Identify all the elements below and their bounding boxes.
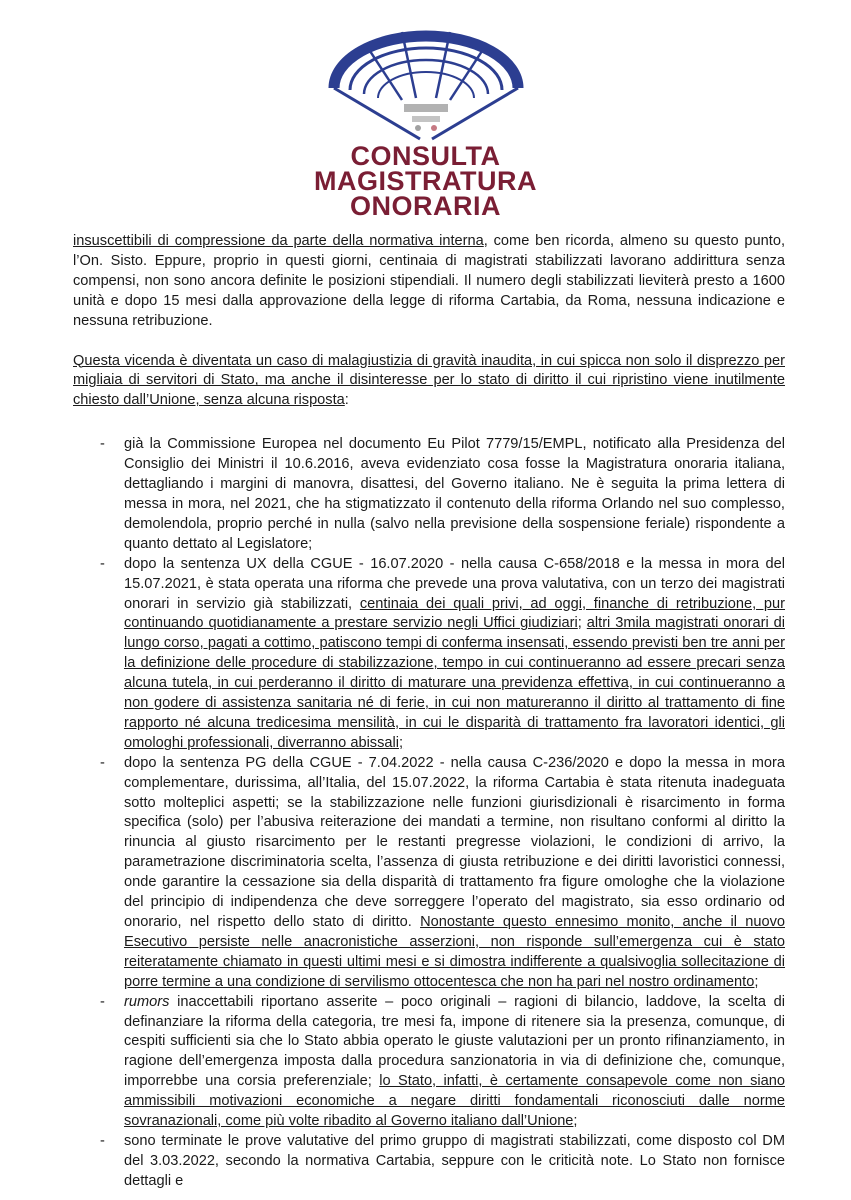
paragraph-2-text: : (344, 392, 349, 409)
paragraph-1-underlined: insuscettibili di compressione da parte della normativa interna (73, 233, 484, 249)
list-item-underlined: Nonostante questo ennesimo monito, anche il nuovo Esecutivo persiste nelle anacronistiche asserzioni, non risponde sull’emergenza cui è stato reiteratamente chiamato in questi ultimi mesi e si dimostra indifferente a qualsivoglia sollecitazione di porre termine a una condizione di servilismo ottocentesca che non ha pari nel nostro ordinamento; (124, 914, 785, 990)
list-item-underlined: lo Stato, infatti, è certamente consapevole come non siano ammissibili motivazioni economiche a negare diritti fondamentali riconosciuti dalle norme sovranazionali, come più volte ribadito al Governo italiano dall’Unione (124, 1073, 785, 1130)
paragraph-2 (73, 352, 785, 412)
list-item (73, 993, 785, 1132)
list-item-text: inaccettabili riportano asserite – poco originali – ragioni di bilancio, laddove, la scelta di definanziare la riforma della categoria, tre mesi fa, impone di ritenere sia la presenza, comunque, di cespiti sufficienti sia che lo Stato abbia operato le giuste valutazioni per un pronto rifinanziamento, in ragione dell’emergenza imposta dalla procedura sanzionatoria in via di definizione che, comunque, imporrebbe una corsia preferenziale; (124, 993, 785, 1090)
list-item (73, 555, 785, 754)
list-item-text: ; (573, 1113, 578, 1130)
list-item-underlined: centinaia dei quali privi, ad oggi, finanche di retribuzione, pur continuando quotidianamente a prestare servizio negli Uffici giudiziari (124, 595, 786, 632)
list-item-text: dopo la sentenza PG della CGUE - 7.04.2022 - nella causa C-236/2020 e dopo la messa in mora complementare, durissima, all’Italia, del 15.07.2022, la riforma Cartabia è stata ritenuta inadeguata sotto molteplici aspetti; se la stabilizzazione nelle funzioni giurisdizionali è risarcimento in forma specifica (solo) per l’abusiva reiterazione dei mandati a termine, non risultano conformi al diritto la rinuncia al giusto risarcimento per le restanti pregresse violazioni, le condizioni di arrivo, la parametrazione discriminatoria scelta, l’assenza di giusta retribuzione e dei diritti lavoristici connessi, onde garantire la cessazione sia della disparità di trattamento fra figure omologhe che la violazione del principio di indipendenza che deve sorreggere l’operato del magistrato, sia esso ordinario od onorario, nel rispetto dello stato di diritto. (124, 754, 785, 930)
dash-bullet: - (100, 436, 105, 453)
dash-bullet: - (100, 555, 105, 572)
logo (0, 0, 851, 225)
list-item-italic: rumors (124, 993, 170, 1010)
list-item-underlined: altri 3mila magistrati onorari di lungo corso, pagati a cottimo, patiscono tempi di conferma insensati, essendo previsti ben tre anni per la definizione delle procedure di stabilizzazione, tempo in cui continueranno ad essere precari senza alcuna tutela, in cui perderanno il diritto di maturare una previdenza effettiva, in cui continueranno a non godere di assistenza sanitaria né di ferie, in cui non matureranno il diritto al trattamento di fine rapporto né alcuna tredicesima mensilità, in cui le disparità di trattamento fra lavoratori identici, gli omologhi professionali, diverranno abissali; (124, 615, 785, 751)
logo-line-2: MAGISTRATURA (314, 166, 537, 196)
dash-bullet: - (100, 993, 105, 1010)
dash-bullet: - (100, 754, 105, 771)
paragraph-1-text: , come ben ricorda, almeno su questo punto, l’On. Sisto. Eppure, proprio in questi giorni, centinaia di magistrati stabilizzati lavorano addirittura senza compensi, non sono ancora definite le posizioni stipendiali. Il numero degli stabilizzati lieviterà presto a 1600 unità e dopo 15 mesi dalla approvazione della legge di riforma Cartabia, da Roma, nessuna indicazione e nessuna retribuzione. (73, 233, 785, 329)
list-item (73, 435, 785, 554)
list-item-text: già la Commissione Europea nel documento Eu Pilot 7779/15/EMPL, notificato alla Presidenza del Consiglio dei Ministri il 10.6.2016, aveva evidenziato cosa fosse la Magistratura onoraria italiana, dettagliando i margini di manovra, disattesi, del Governo italiano. Ne è seguita la prima lettera di messa in mora, nel 2021, che ha stigmatizzato il contenuto della riforma Orlando nel suo complesso, demolendola, proprio perché in nulla (salvo nella previsione della sospensione feriale) rispondente a quanto dettato al Legislatore; (124, 436, 785, 552)
logo-line-3: ONORARIA (350, 191, 501, 221)
list-item-text: sono terminate le prove valutative del primo gruppo di magistrati stabilizzati, come disposto col DM del 3.03.2022, secondo la normativa Cartabia, seppure con le criticità note. Lo Stato non fornisce dettagli e (124, 1132, 785, 1189)
paragraph-2-underlined: Questa vicenda è diventata un caso di malagiustizia di gravità inaudita, in cui spicca non solo il disprezzo per migliaia di servitori di Stato, ma anche il disinteresse per lo stato di diritto il cui ripristino viene inutilmente chiesto dall’Unione, senza alcuna risposta (73, 352, 785, 409)
list-item-text: ; (577, 615, 587, 632)
bullet-list (73, 435, 785, 1191)
list-item (73, 754, 785, 993)
dash-bullet: - (100, 1132, 105, 1149)
list-item-text: dopo la sentenza UX della CGUE - 16.07.2020 - nella causa C-658/2018 e la messa in mora del 15.07.2021, è stata operata una riforma che prevede una prova valutativa, con un terzo dei magistrati onorari in servizio già stabilizzati, (124, 555, 785, 612)
document-body (73, 232, 785, 1192)
paragraph-1 (73, 232, 785, 332)
list-item (73, 1132, 785, 1192)
theatre-arc-icon (324, 18, 528, 142)
logo-line-1: CONSULTA (350, 141, 501, 171)
